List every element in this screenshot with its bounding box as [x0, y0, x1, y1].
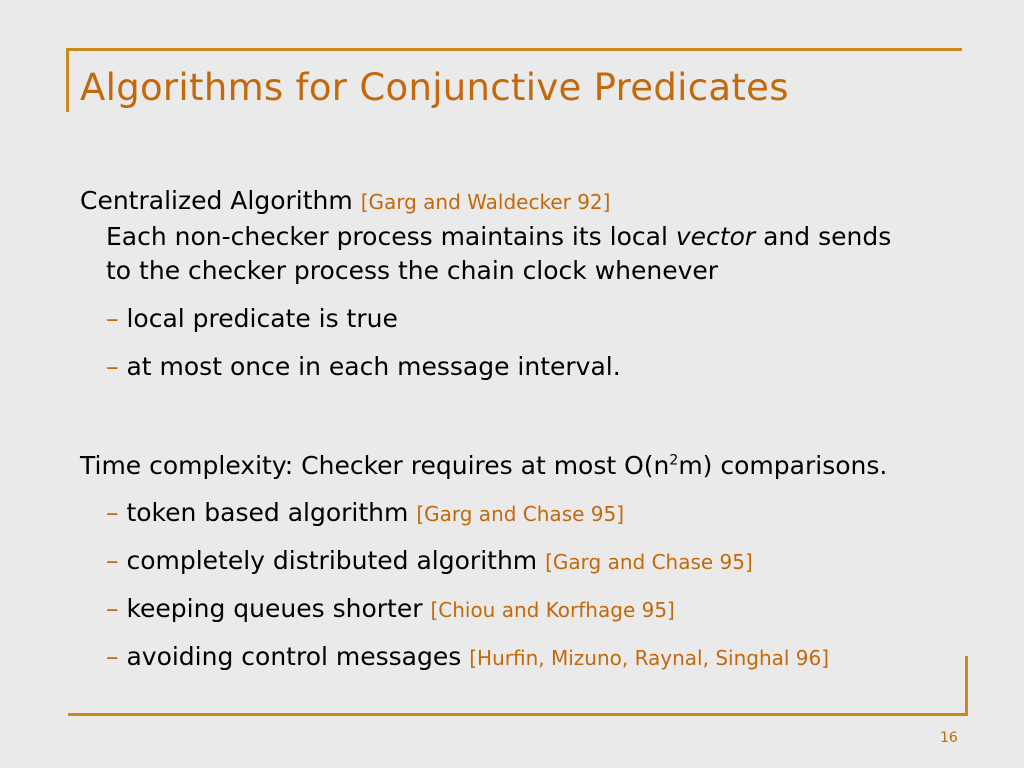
complexity-item [106, 548, 753, 573]
centralized-heading: Centralized Algorithm [80, 186, 353, 215]
desc-text: and sends [763, 222, 892, 251]
complexity-superscript: 2 [669, 452, 679, 469]
frame-top-border [66, 48, 962, 51]
dash-bullet: – [106, 594, 119, 623]
dash-bullet: – [106, 352, 119, 381]
centralized-citation: [Garg and Waldecker 92] [360, 190, 611, 214]
dash-bullet: – [106, 642, 119, 671]
slide-title: Algorithms for Conjunctive Predicates [80, 66, 789, 109]
dash-bullet: – [106, 304, 119, 333]
frame-right-border [965, 656, 968, 716]
item-text: keeping queues shorter [126, 594, 423, 623]
bullet-text: local predicate is true [126, 304, 398, 333]
centralized-bullet [106, 354, 621, 379]
dash-bullet: – [106, 498, 119, 527]
item-citation: [Hurfin, Mizuno, Raynal, Singhal 96] [469, 646, 830, 670]
bullet-text: at most once in each message interval. [126, 352, 621, 381]
item-text: avoiding control messages [126, 642, 462, 671]
item-citation: [Garg and Chase 95] [545, 550, 753, 574]
complexity-item [106, 500, 624, 525]
item-text: completely distributed algorithm [126, 546, 538, 575]
complexity-item [106, 644, 829, 669]
desc-text: Each non-checker process maintains its local [106, 222, 668, 251]
item-text: token based algorithm [126, 498, 409, 527]
centralized-desc-line1 [106, 224, 891, 249]
frame-bottom-border [68, 713, 968, 716]
item-citation: [Chiou and Korfhage 95] [430, 598, 675, 622]
centralized-desc-line2: to the checker process the chain clock whenever [106, 256, 719, 285]
complexity-line [80, 453, 887, 478]
dash-bullet: – [106, 546, 119, 575]
desc-emphasis: vector [675, 222, 756, 251]
centralized-bullet [106, 306, 398, 331]
page-number: 16 [940, 730, 958, 746]
complexity-text: m) comparisons. [678, 451, 888, 480]
frame-left-border [66, 48, 69, 112]
item-citation: [Garg and Chase 95] [416, 502, 625, 526]
centralized-heading-line [80, 188, 610, 213]
complexity-item [106, 596, 675, 621]
complexity-text: Time complexity: Checker requires at most O(n [80, 451, 670, 480]
